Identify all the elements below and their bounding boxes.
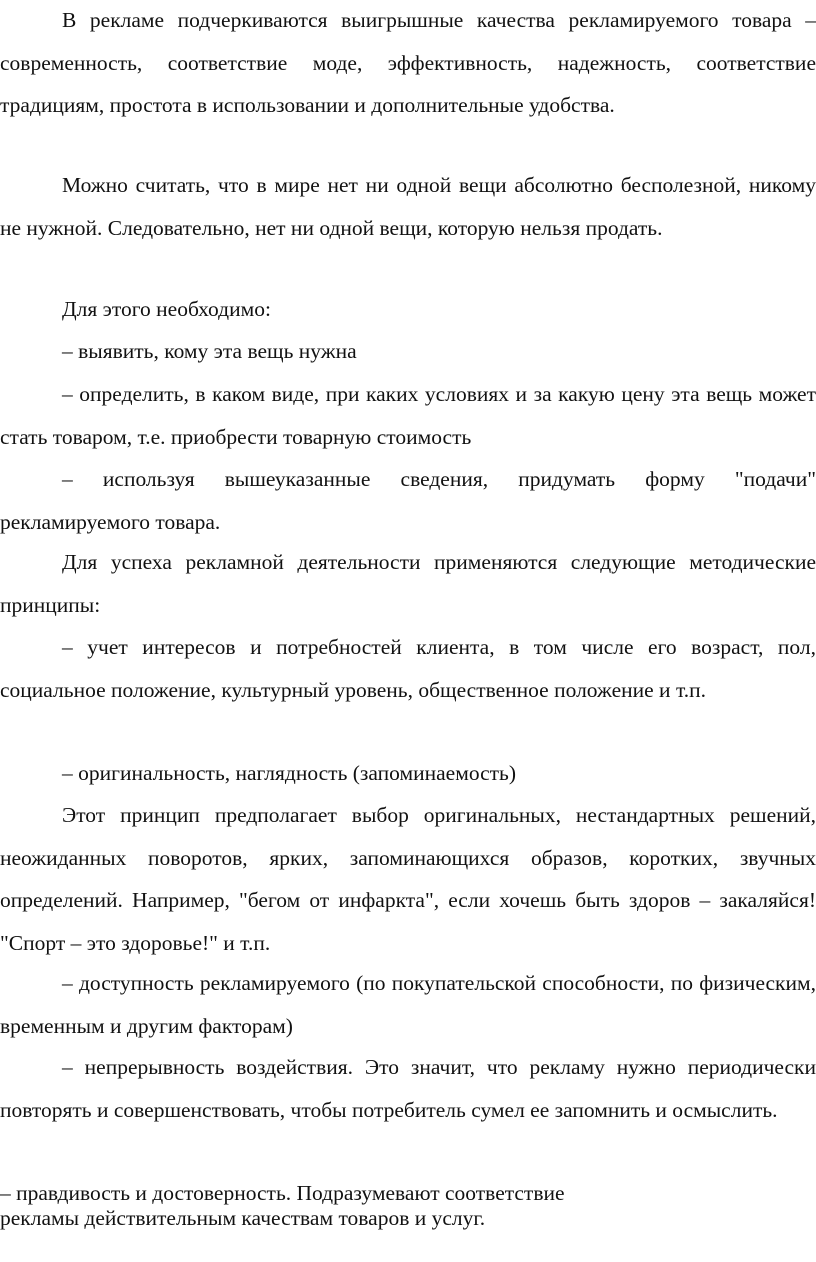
list-item-accessibility: – доступность рекламируемого (по покупательской способности, по физическим, временным и другим факторам) [0, 971, 816, 1038]
list-item-identify-buyer: – выявить, кому эта вещь нужна [62, 339, 357, 363]
list-item-continuity: – непрерывность воздействия. Это значит, что рекламу нужно периодически повторять и совершенствовать, чтобы потребитель сумел ее запомнить и осмыслить. [0, 1055, 816, 1122]
paragraph-necessary-intro: Для этого необходимо: [62, 297, 271, 321]
paragraph-advertising-qualities: В рекламе подчеркиваются выигрышные качества рекламируемого товара – современность, соответствие моде, эффективность, надежность, соответствие традициям, простота в использовании и дополнительные удобства. [0, 8, 816, 117]
paragraph-nothing-useless: Можно считать, что в мире нет ни одной вещи абсолютно бесполезной, никому не нужной. Следовательно, нет ни одной вещи, которую нельзя продать. [0, 173, 816, 240]
list-item-client-interests: – учет интересов и потребностей клиента, в том числе его возраст, пол, социальное положение, культурный уровень, общественное положение и т.п. [0, 635, 816, 702]
closing-line-2: рекламы действительным качествам товаров и услуг. [0, 1206, 486, 1230]
list-item-originality: – оригинальность, наглядность (запоминаемость) [62, 761, 517, 785]
paragraph-originality-details: Этот принцип предполагает выбор оригинальных, нестандартных решений, неожиданных поворотов, ярких, запоминающихся образов, коротких, звучных определений. Например, "бегом от инфаркта", если хочешь быть здоров – закаляйся! "Спорт – это здоровье!" и т.п. [0, 803, 816, 955]
closing-line-1: – правдивость и достоверность. Подразумевают соответствие [0, 1181, 565, 1205]
list-item-presentation-form: – используя вышеуказанные сведения, придумать форму "подачи" рекламируемого товара. [0, 467, 816, 534]
list-item-determine-price: – определить, в каком виде, при каких условиях и за какую цену эта вещь может стать товаром, т.е. приобрести товарную стоимость [0, 382, 816, 449]
paragraph-principles-intro: Для успеха рекламной деятельности применяются следующие методические принципы: [0, 550, 816, 617]
